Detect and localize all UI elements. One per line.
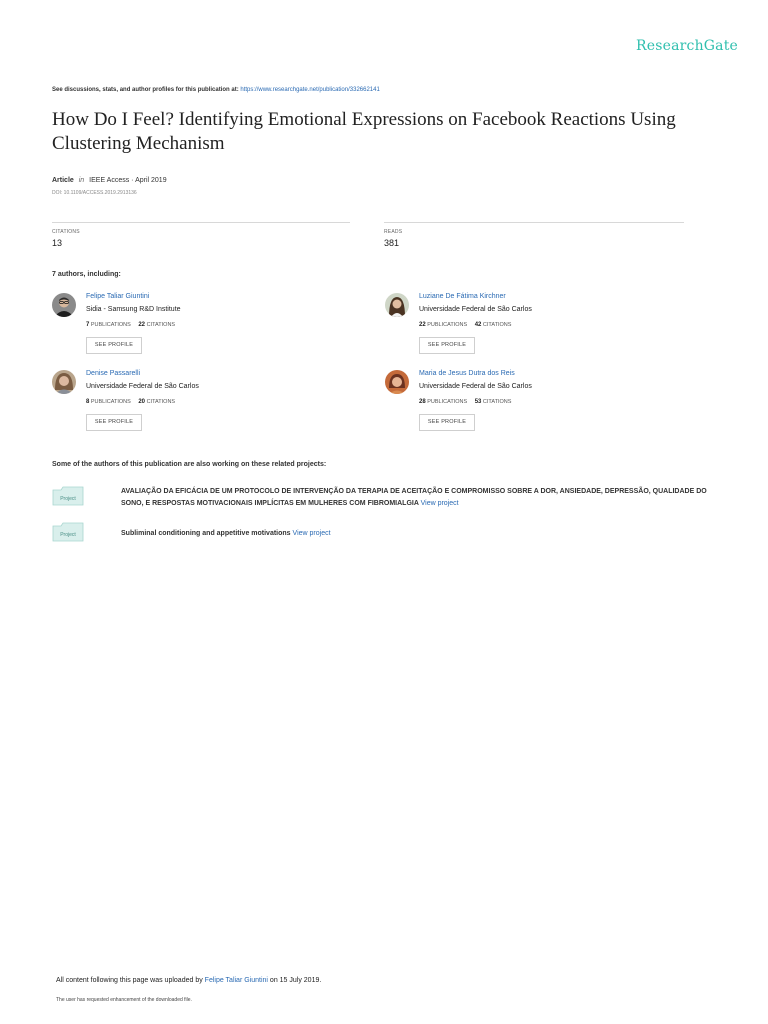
author-publications-count: 7: [86, 322, 90, 328]
reads-label: READS: [384, 229, 403, 235]
author-name-link[interactable]: Maria de Jesus Dutra dos Reis: [419, 370, 515, 377]
authors-heading: 7 authors, including:: [52, 271, 121, 278]
author-publications-count: 28: [419, 399, 426, 405]
project-icon-label: Project: [60, 496, 76, 502]
avatar[interactable]: [385, 293, 409, 317]
publications-label: PUBLICATIONS: [427, 399, 468, 405]
upload-date: on 15 July 2019.: [269, 977, 322, 984]
project-title: Subliminal conditioning and appetitive motivations: [121, 530, 291, 537]
stats-divider-right: [384, 222, 684, 223]
project-icon[interactable]: [52, 486, 84, 506]
author-institution: Universidade Federal de São Carlos: [419, 383, 532, 390]
researchgate-logo[interactable]: ResearchGate: [636, 38, 739, 54]
enhancement-note: The user has requested enhancement of the downloaded file.: [56, 997, 192, 1003]
author-name-link[interactable]: Denise Passarelli: [86, 370, 141, 377]
author-stats: [86, 322, 175, 328]
author-card: [52, 293, 372, 363]
citations-label: CITATIONS: [146, 399, 176, 405]
avatar[interactable]: [385, 370, 409, 394]
author-stats: [86, 399, 175, 405]
article-title: How Do I Feel? Identifying Emotional Expressions on Facebook Reactions Using Clustering Mechanism: [52, 109, 676, 154]
upload-prefix: All content following this page was uploaded by: [56, 977, 203, 984]
author-citations-count: 22: [138, 322, 146, 328]
related-projects-heading: Some of the authors of this publication are also working on these related projects:: [52, 461, 327, 468]
see-profile-button[interactable]: SEE PROFILE: [86, 414, 142, 431]
author-citations-count: 53: [474, 399, 482, 405]
see-profile-button[interactable]: SEE PROFILE: [86, 337, 142, 354]
author-publications-count: 22: [419, 322, 426, 328]
citations-label: CITATIONS: [482, 322, 512, 328]
citations-label: CITATIONS: [482, 399, 512, 405]
upload-info: [56, 977, 321, 984]
see-profile-button[interactable]: SEE PROFILE: [419, 414, 475, 431]
citations-label: CITATIONS: [146, 322, 176, 328]
author-citations-count: 42: [474, 322, 482, 328]
project-icon[interactable]: [52, 522, 84, 542]
project-item: [121, 486, 721, 510]
reads-count: 381: [384, 238, 400, 248]
author-card: [385, 370, 705, 440]
author-name-link[interactable]: Luziane De Fátima Kirchner: [419, 293, 506, 300]
author-institution: Universidade Federal de São Carlos: [419, 306, 532, 313]
article-venue: IEEE Access · April 2019: [89, 177, 167, 184]
project-title: AVALIAÇÃO DA EFICÁCIA DE UM PROTOCOLO DE INTERVENÇÃO DA TERAPIA DE ACEITAÇÃO E COMPROMISSO SOBRE A DOR, ANSIEDADE, DEPRESSÃO, QUALIDADE DO SONO, E RESPOSTAS MOTIVACIONAIS IMPLÍCITAS EM MULHERES COM FIBROMIALGIA: [121, 488, 707, 507]
citations-label: CITATIONS: [52, 229, 80, 235]
publications-label: PUBLICATIONS: [427, 322, 468, 328]
avatar[interactable]: [52, 293, 76, 317]
project-icon-label: Project: [60, 532, 76, 538]
project-item: [121, 528, 721, 540]
author-stats: [419, 322, 511, 328]
article-doi: DOI: 10.1109/ACCESS.2019.2913136: [52, 190, 137, 196]
publications-label: PUBLICATIONS: [90, 399, 131, 405]
author-institution: Universidade Federal de São Carlos: [86, 383, 199, 390]
author-stats: [419, 399, 511, 405]
article-type: Article: [52, 177, 74, 184]
article-in-word: in: [78, 177, 85, 184]
citations-count: 13: [52, 238, 63, 248]
view-project-link[interactable]: View project: [420, 500, 459, 507]
publications-label: PUBLICATIONS: [90, 322, 131, 328]
author-institution: Sidia - Samsung R&D Institute: [86, 306, 181, 313]
author-name-link[interactable]: Felipe Taliar Giuntini: [86, 293, 150, 300]
article-meta: [52, 177, 167, 184]
view-project-link[interactable]: View project: [292, 530, 331, 537]
publication-url-link[interactable]: https://www.researchgate.net/publication/332662141: [240, 87, 380, 93]
author-card: [385, 293, 705, 363]
uploader-link[interactable]: Felipe Taliar Giuntini: [204, 977, 268, 984]
author-publications-count: 8: [86, 399, 90, 405]
author-citations-count: 20: [138, 399, 146, 405]
see-discussions-line: [52, 87, 380, 93]
avatar[interactable]: [52, 370, 76, 394]
see-profile-button[interactable]: SEE PROFILE: [419, 337, 475, 354]
see-line-prefix: See discussions, stats, and author profiles for this publication at:: [52, 87, 239, 93]
stats-divider-left: [52, 222, 350, 223]
author-card: [52, 370, 372, 440]
